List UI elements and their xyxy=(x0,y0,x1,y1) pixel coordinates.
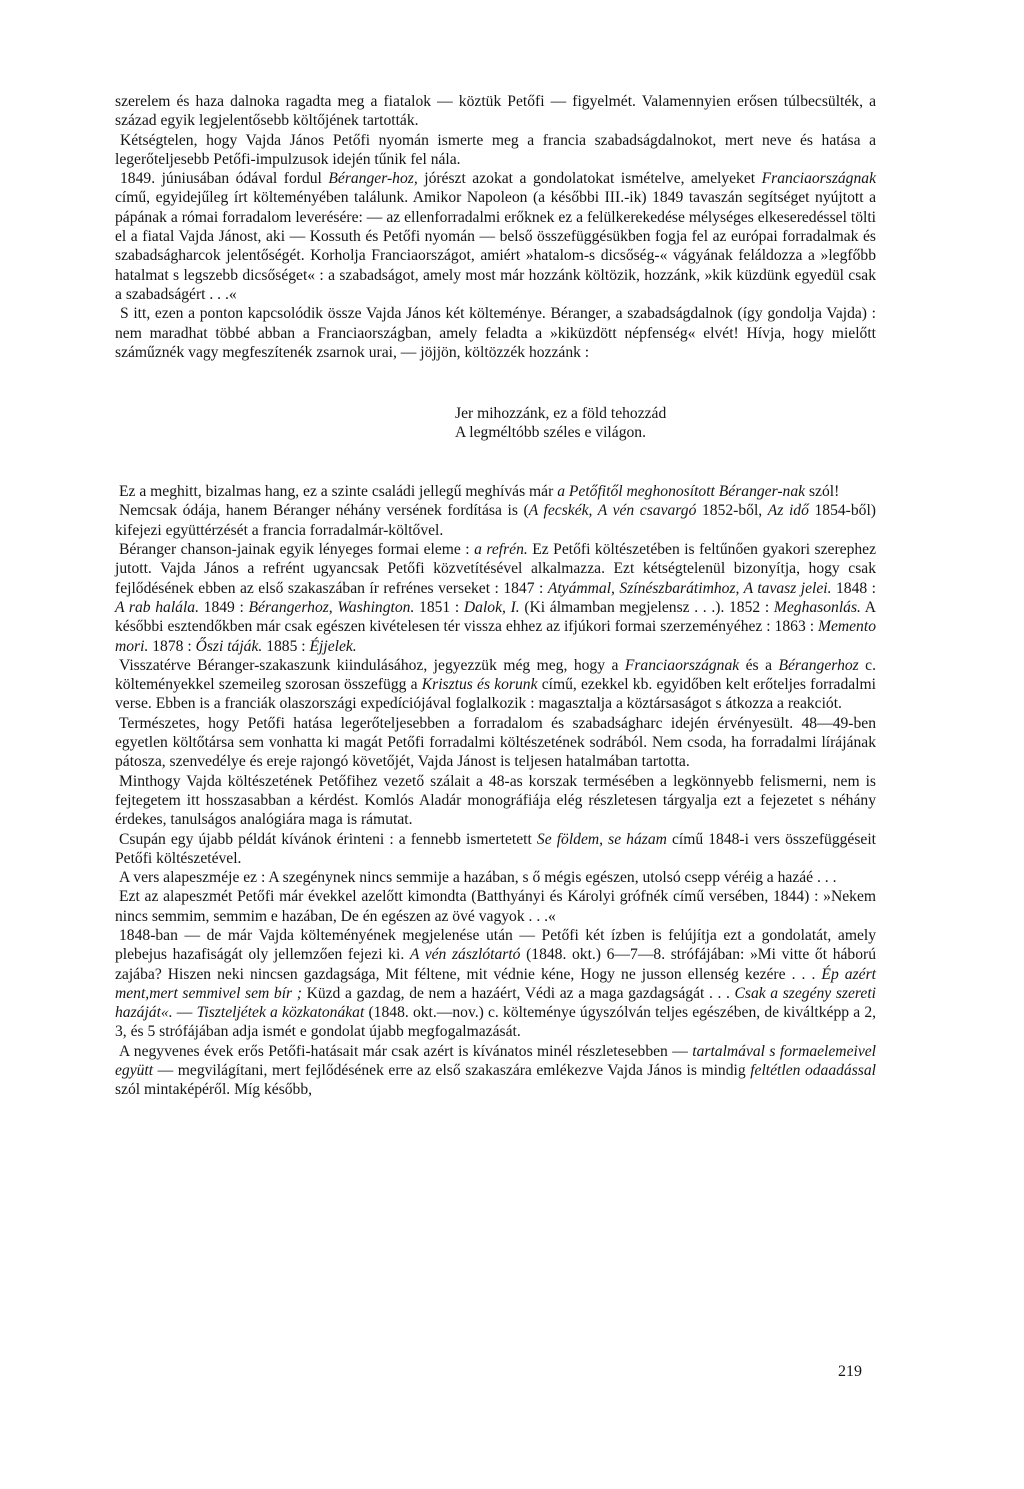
page-number: 219 xyxy=(838,1363,862,1380)
verse-quote xyxy=(455,404,876,442)
paragraph-s-itt: S itt, ezen a ponton kapcsolódik össze Vajda János két költeménye. Béranger, a szabadságdalnok (így gondolja Vajda) : nem maradhat többé abban a Franciaországban, amely feladta a »kiküzdött népfenség« elvét! Hívja, hogy mielőtt száműznék vagy megfeszítenék zsarnok urai, — jöjjön, költözzék hozzánk : xyxy=(115,305,876,361)
paragraph-1848-ban: 1848-ban — de már Vajda költeményének megjelenése után — Petőfi két ízben is felújítja ezt a gondolatát, amely plebejus hazafiságát oly jellemzően fejezi ki. A vén zászlótartó (1848. okt.) 6—7—8. strófájában: »Mi vitte őt háború zajába? Hiszen neki nincsen gazdagsága, Mit féltene, mit védnie kéne, Hogy ne jusson ellenség kezére . . . Ép azért ment,mert semmivel sem bír ; Küzd a gazdag, de nem a hazáért, Védi az a maga gazdagságát . . . Csak a szegény szereti hazáját«. — Tiszteljétek a közkatonákat (1848. okt.—nov.) c. költeménye úgyszólván teljes egészében, de kiváltképp a 2, 3, és 5 strófájában adja ismét e gondolat újabb megfogalmazását. xyxy=(115,926,877,1041)
italic-title-beranger-hoz: Béranger-hoz, xyxy=(328,170,418,188)
paragraph-minthogy: Minthogy Vajda költészetének Petőfihez vezető szálait a 48-as korszak termésében a legkönnyebb felismerni, nem is fejtegetem itt hosszasabban a kérdést. Komlós Aladár monográfiája elég részletesen tárgyalja ezt a fejezetet s néhány érdekes, tanulságos analógiára maga is rámutat. xyxy=(115,772,876,829)
paragraph-termeszetes: Természetes, hogy Petőfi hatása legerőteljesebben a forradalom és szabadságharc idején érvényesült. 48—49-ben egyetlen költőtársa sem vonhatta ki magát Petőfi forradalmi költészetének sodrából. Nem csoda, ha forradalmi lírájának pátosza, szenvedélye és ereje rajongó követőjét, Vajda Jánost is teljesen hatalmában tartotta. xyxy=(115,714,876,771)
paragraph-1849-oda: 1849. júniusában ódával fordul Béranger-hoz, jórészt azokat a gondolatokat ismételve, amelyeket Franciaországnak című, egyidejűleg írt költeményében találunk. Amikor Napoleon (a későbbi III.-ik) 1849 tavaszán segítséget nyújtott a pápának a római forradalom leverésére: — az ellenforradalmi erőknek ez a felülkerekedése mélységes elkeseredéssel tölti el a fiatal Vajda Jánost, aki — Kossuth és Petőfi nyomán — belső összefüggésükben fogja fel az európai forradalmak és szabadságharcok jelentőségét. Korholja Franciaországot, amiért »hatalom-s dicsőség-« vágyának feláldozza a »legfőbb hatalmat s legszebb dicsőséget« : a szabadságot, amely most már hozzánk költözik, hozzánk, »kik küzdünk egyedül csak a szabadságért . . .« xyxy=(115,170,876,303)
verse-line-1: Jer mihozzánk, ez a föld tehozzád xyxy=(455,405,667,423)
paragraph-alapeszme: A vers alapeszméje ez : A szegénynek nincs semmije a hazában, s ő mégis egészen, utolsó csepp véréig a hazáé . . . xyxy=(119,869,837,887)
italic-title-franciaorszagnak: Franciaországnak xyxy=(761,170,876,188)
paragraph-nemcsak: Nemcsak ódája, hanem Béranger néhány versének fordítása is (A fecskék, A vén csavargó 1852-ből, Az idő 1854-ből) kifejezi együttérzését a francia forradalmár-költővel. xyxy=(115,502,876,539)
paragraph-negyvenes: A negyvenes évek erős Petőfi-hatásait már csak azért is kívánatos minél részletesebben — tartalmával s formaelemeivel együtt — megvilágítani, mert fejlődésének erre az első szakaszára emlékezve Vajda János is mindig feltétlen odaadással szól mintaképéről. Míg később, xyxy=(115,1042,876,1099)
paragraph-ketsegtelen: Kétségtelen, hogy Vajda János Petőfi nyomán ismerte meg a francia szabadságdalnokot, mert neve és hatása a legerőteljesebb Petőfi-impulzusok idején tűnik fel nála. xyxy=(115,131,876,168)
body-after-verse xyxy=(115,482,876,1100)
paragraph-visszaterve: Visszatérve Béranger-szakaszunk kiindulásához, jegyezzük még meg, hogy a Franciaországnak és a Bérangerhoz c. költeményekkel szemeileg szorosan összefügg a Krisztus és korunk című, ezekkel kb. egyidőben kelt erőteljes forradalmi verse. Ebben is a franciák olaszországi expedíciójával foglalkozik : magasztalja a köztársaságot s átkozza a reakciót. xyxy=(115,656,877,713)
paragraph-opening: szerelem és haza dalnoka ragadta meg a fiatalok — köztük Petőfi — figyelmét. Valamennyien erősen túlbecsülték, a század egyik legjelentősebb költőjének tartották. xyxy=(115,93,876,130)
paragraph-csupan: Csupán egy újabb példát kívánok érinteni : a fennebb ismertetett Se földem, se házam című 1848-i vers összefüggéseit Petőfi költészetével. xyxy=(115,830,876,867)
paragraph-meghitt: Ez a meghitt, bizalmas hang, ez a szinte családi jellegű meghívás már a Petőfitől meghonosított Béranger-nak szól! xyxy=(119,483,840,501)
paragraph-ezt-az-alapeszmet: Ezt az alapeszmét Petőfi már évekkel azelőtt kimondta (Batthyányi és Károlyi grófnék című versében, 1844) : »Nekem nincs semmim, semmim e hazában, De én egészen az övé vagyok . . .« xyxy=(115,888,876,925)
verse-line-2: A legméltóbb széles e világon. xyxy=(455,424,646,442)
paragraph-refren: Béranger chanson-jainak egyik lényeges formai eleme : a refrén. Ez Petőfi költészetében is feltűnően gyakori szerephez jutott. Vajda János a refrént ugyancsak Petőfi közvetítésével alkalmazza. Ezt kétségtelenül bizonyítja, hogy csak fejlődésének ebben az első szakaszában ír refrénes verseket : 1847 : Atyámmal, Színészbarátimhoz, A tavasz jelei. 1848 : A rab halála. 1849 : Bérangerhoz, Washington. 1851 : Dalok, I. (Ki álmamban megjelensz . . .). 1852 : Meghasonlás. A későbbi esztendőkben már csak egészen kivételesen tér vissza ehhez az ifjúkori formai szerzeményéhez : 1863 : Memento mori. 1878 : Őszi táják. 1885 : Éjjelek. xyxy=(115,541,877,655)
